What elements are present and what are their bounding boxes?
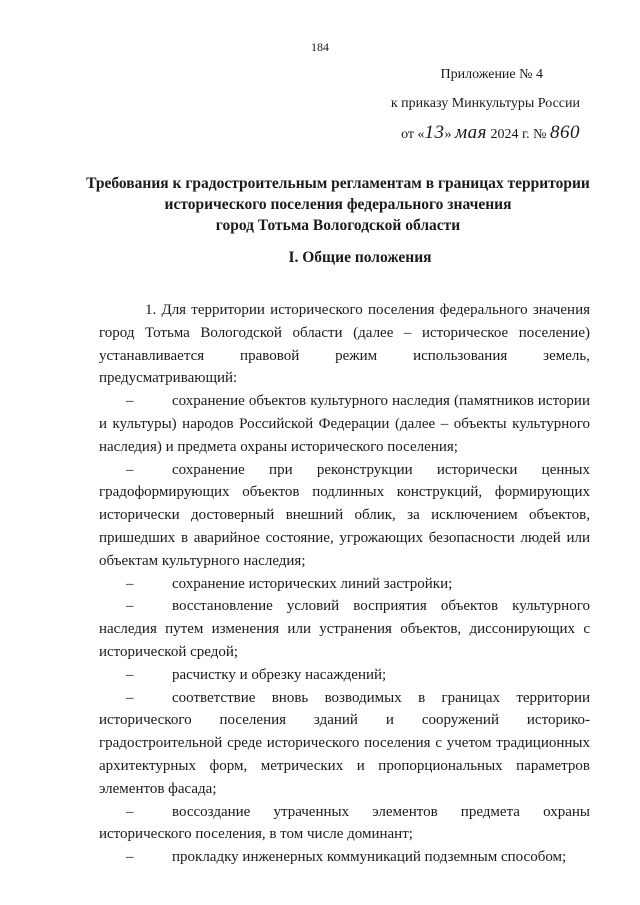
dash-marker: – (126, 393, 134, 410)
title-line-1: Требования к градостроительным регламентам в границах территории (86, 175, 590, 192)
dash-marker: – (126, 461, 134, 478)
list-item (99, 595, 590, 663)
list-item-text: сохранение объектов культурного наследия (памятников истории и культуры) народов Российской Федерации (далее – объекты культурного наследия) и предмета охраны исторического поселения; (99, 393, 590, 455)
list-item-text: воссоздание утраченных элементов предмета охраны исторического поселения, в том числе доминант; (99, 803, 590, 843)
appendix-order-line: к приказу Минкультуры России (390, 96, 580, 111)
date-mid: » (444, 127, 455, 142)
list-item (99, 846, 590, 869)
handwritten-number: 860 (550, 122, 580, 143)
dash-marker: – (126, 666, 134, 683)
document-body (99, 299, 590, 869)
list-item (99, 801, 590, 847)
list-item-text: сохранение исторических линий застройки; (172, 575, 453, 592)
handwritten-day: 13 (424, 122, 445, 143)
handwritten-month: мая (455, 122, 487, 143)
dash-marker: – (126, 575, 134, 592)
list-item (99, 687, 590, 801)
document-title (60, 173, 616, 236)
list-item (99, 390, 590, 458)
dash-marker: – (126, 598, 134, 615)
appendix-date-line (401, 122, 580, 144)
title-line-3: город Тотьма Вологодской области (215, 217, 461, 234)
list-item (99, 664, 590, 687)
date-prefix: от « (401, 127, 425, 142)
page-number: 184 (311, 40, 329, 54)
title-line-2: исторического поселения федерального значения (164, 196, 512, 213)
list-item-text: прокладку инженерных коммуникаций подземным способом; (172, 849, 567, 866)
paragraph-1: 1. Для территории исторического поселения федерального значения город Тотьма Вологодской области (далее – историческое поселение) устанавливается правовой режим использования земель, предусматривающий: (99, 302, 590, 387)
dash-marker: – (126, 689, 134, 706)
date-year: 2024 г. № (486, 127, 550, 142)
list-item-text: расчистку и обрезку насаждений; (172, 666, 387, 683)
list-item (99, 459, 590, 573)
dash-marker: – (126, 849, 134, 866)
dash-marker: – (126, 803, 134, 820)
list-item-text: соответствие вновь возводимых в границах территории исторического поселения зданий и сооружений историко-градостроительной среде исторического поселения с учетом традиционных архитектурных форм, метрических и пропорциональных параметров элементов фасада; (99, 689, 590, 797)
list-item-text: восстановление условий восприятия объектов культурного наследия путем изменения или устранения объектов, диссонирующих с исторической средой; (99, 598, 590, 660)
list-item (99, 573, 590, 596)
list-item-text: сохранение при реконструкции исторически ценных градоформирующих объектов подлинных конструкций, формирующих исторически достоверный внешний облик, за исключением объектов, пришедших в аварийное состояние, угрожающих безопасности людей или объектам культурного наследия; (99, 461, 590, 569)
section-heading: I. Общие положения (288, 249, 432, 266)
appendix-label: Приложение № 4 (440, 67, 543, 82)
